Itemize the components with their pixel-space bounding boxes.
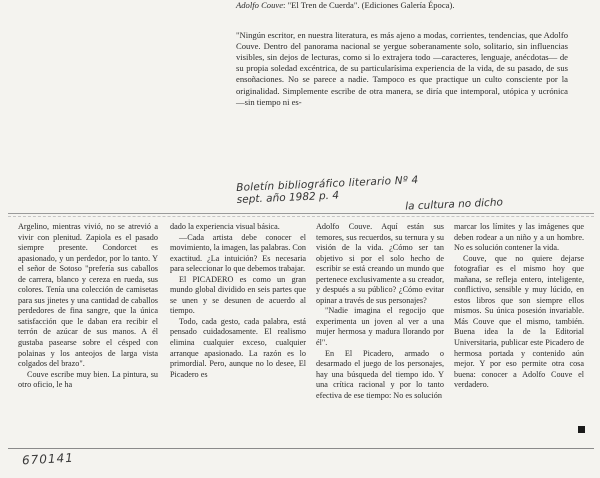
review-excerpt bbox=[236, 0, 568, 108]
clipping-divider-shadow bbox=[8, 216, 594, 217]
end-of-article-mark bbox=[578, 426, 585, 433]
paragraph: En El Picadero, armado o desarmado el juego de los personajes, hay una búsqueda del tiempo ido. Y una crítica racional y por lo tanto efectiva de ese tiempo: No es solución bbox=[316, 348, 444, 400]
paragraph: marcar los límites y las imágenes que deben rodear a un niño y a un hombre. No es solución contener la vida. bbox=[454, 222, 584, 253]
archive-number: 670141 bbox=[21, 450, 75, 468]
author-name: Adolfo Couve bbox=[236, 0, 284, 10]
paragraph: Couve escribe muy bien. La pintura, su otro oficio, le ha bbox=[18, 369, 158, 390]
book-heading bbox=[236, 0, 568, 11]
paragraph: Adolfo Couve. Aquí están sus temores, sus recuerdos, su ternura y su visión de la vida. ¿Cómo ser tan objetivo si por el solo hecho de escribir se está creando un mundo que pertenece exclusivamente a su creador, y después a su público? ¿Cómo evitar opinar a través de sus personajes? bbox=[316, 222, 444, 305]
handwritten-source: Boletín bibliográfico literario Nº 4 bbox=[236, 174, 419, 194]
paragraph: dado la experiencia visual básica. bbox=[170, 222, 280, 231]
paragraph: —Cada artista debe conocer el movimiento, la imagen, las palabras. Con exactitud. ¿La intuición? Es necesaria para seleccionar lo que debemos trabajar. bbox=[170, 232, 306, 274]
column-2 bbox=[170, 222, 306, 380]
book-title: : "El Tren de Cuerda". (Ediciones Galería Época). bbox=[283, 0, 455, 10]
paragraph: El PICADERO es como un gran mundo global dividido en seis partes que se unen y se desunen de acuerdo al tiempo. bbox=[170, 274, 306, 316]
handwritten-date: sept. año 1982 p. 4 bbox=[236, 189, 340, 206]
paragraph: "Nadie imagina el regocijo que experimenta un joven al ver a una mujer hermosa y madura llorando por él". bbox=[316, 306, 444, 348]
column-4 bbox=[454, 222, 584, 391]
intro-paragraph: "Ningún escritor, en nuestra literatura, es más ajeno a modas, corrientes, tendencias, que Adolfo Couve. Dentro del panorama nacional se yergue soberanamente solo, solitario, sin influencias visibles, sin dejos de lecturas, como si lo extrajera todo —caracteres, lenguaje, anécdotas— de su propia soledad excéntrica, de su particularísima experiencia de la vida, de su pasado, de sus ensoñaciones. No se parece a nadie. Tampoco es que practique un culto consciente por la originalidad. Simplemente escribe de otra manera, se diría que intemporal, utópica y ucrónica —sin tiempo ni es- bbox=[236, 30, 568, 107]
paragraph: Couve, que no quiere dejarse fotografiar es el mismo hoy que mañana, se refleja entero, inteligente, conflictivo, sensible y muy lúcido, en estos libros que son siempre ellos mismos. Su única posesión invariable. Más Couve que el mismo, también. Buena idea la de la Editorial Universitaria, publicar este Picadero de hermosa portada y contenido aún mejor. Y por eso permite otra cosa buena: conocer a Adolfo Couve el verdadero. bbox=[454, 253, 584, 390]
clipping-divider bbox=[8, 213, 594, 214]
paragraph: Todo, cada gesto, cada palabra, está pensado cuidadosamente. El realismo elimina cualquier exceso, cualquier arranque apasionado. La razón es lo primordial. Pero, aunque no lo desee, El Picadero es bbox=[170, 316, 306, 379]
column-3 bbox=[316, 222, 444, 401]
bottom-divider bbox=[8, 448, 594, 449]
column-1 bbox=[18, 222, 158, 391]
paragraph: Argelino, mientras vivió, no se atrevió a vivir con plenitud. Zapiola es el pasado siempre presente. Condorcet es apasionado, y un perdedor, por lo tanto. Y el señor de Sotoso "prefería sus caballos de carrera, blanco y cereza en rueda, sus colores. Tenía una colección de camisetas para sus jinetes y una cantidad de caballos perdedores de fina sangre, que la única satisfacción que le daban era recibir el terrón de azúcar de sus manos. A él gustaba pasearse sobre el césped con polainas y los anteojos de larga vista colgados del brazo". bbox=[18, 222, 158, 369]
handwritten-note: la cultura no dicho bbox=[404, 196, 504, 213]
